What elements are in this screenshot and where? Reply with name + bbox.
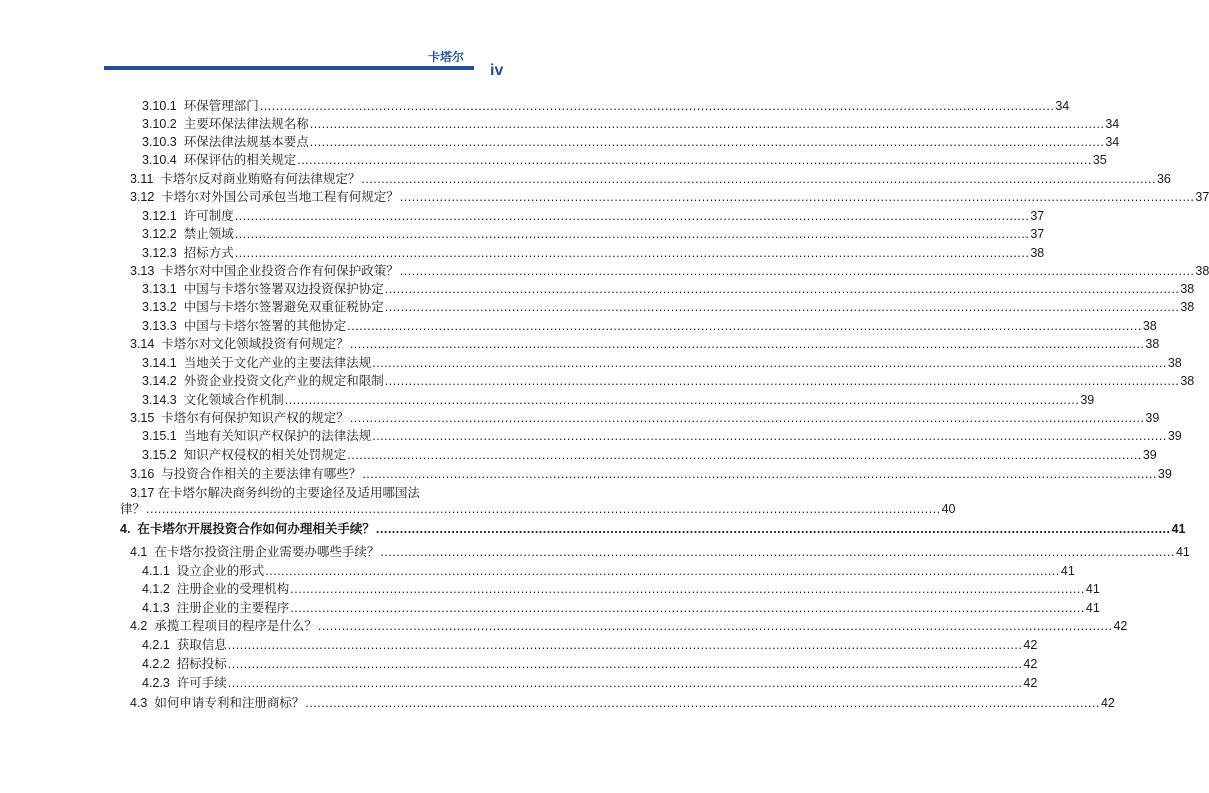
toc-entry[interactable] [142, 372, 1195, 390]
toc-entry-page: 34 [1105, 135, 1120, 149]
toc-entry[interactable] [142, 151, 1107, 169]
toc-entry-title: 许可手续 [176, 676, 227, 690]
toc-entry-number: 3.12.1 [142, 209, 177, 223]
toc-entry-title: 当地关于文化产业的主要法律法规 [183, 356, 372, 370]
toc-entry-number: 3.15 [130, 411, 155, 425]
toc-entry-page: 42 [1100, 696, 1115, 710]
toc-entry[interactable] [142, 655, 1038, 673]
toc-entry-number: 3.12 [130, 190, 155, 204]
toc-entry-title: 获取信息 [176, 638, 227, 652]
dot-leader: ........................................................................................................................................................................................................ [347, 319, 1142, 333]
toc-entry-title: 环保管理部门 [183, 99, 259, 113]
toc-entry-number: 3.10.2 [142, 117, 177, 131]
toc-entry-page: 42 [1023, 657, 1038, 671]
toc-entry-title: 许可制度 [183, 209, 234, 223]
dot-leader: ........................................................................................................................................................................................................ [375, 522, 1171, 536]
toc-entry[interactable] [130, 262, 1209, 280]
dot-leader: ........................................................................................................................................................................................................ [361, 172, 1156, 186]
toc-entry-title: 主要环保法律法规名称 [183, 117, 309, 131]
toc-entry-title: 与投资合作相关的主要法律有哪些？ [161, 467, 362, 481]
toc-chapter[interactable] [120, 520, 1186, 538]
dot-leader: ........................................................................................................................................................................................................ [317, 619, 1113, 633]
toc-entry-title: 中国与卡塔尔签署的其他协定 [183, 319, 347, 333]
toc-entry-page: 38 [1180, 300, 1195, 314]
toc-entry-title: 外资企业投资文化产业的规定和限制 [183, 374, 384, 388]
toc-entry-page: 34 [1055, 99, 1070, 113]
toc-entry-number: 3.15.2 [142, 448, 177, 462]
toc-entry-page: 39 [1145, 411, 1160, 425]
toc-entry-number: 3.14.1 [142, 356, 177, 370]
toc-entry-title: 禁止领域 [183, 227, 234, 241]
dot-leader: ........................................................................................................................................................................................................ [305, 696, 1100, 710]
toc-entry[interactable] [130, 617, 1128, 635]
dot-leader: ........................................................................................................................................................................................................ [384, 300, 1180, 314]
toc-entry-number: 3.10.4 [142, 153, 177, 167]
dot-leader: ........................................................................................................................................................................................................ [227, 638, 1023, 652]
toc-entry[interactable] [142, 580, 1100, 598]
header-title: 卡塔尔 [428, 50, 465, 64]
toc-entry-title: 在卡塔尔投资注册企业需要办哪些手续？ [154, 545, 380, 559]
toc-entry[interactable] [142, 115, 1120, 133]
toc-entry[interactable] [130, 543, 1190, 561]
toc-entry-page: 42 [1023, 638, 1038, 652]
toc-entry-number: 3.13 [130, 264, 155, 278]
dot-leader: ........................................................................................................................................................................................................ [259, 99, 1055, 113]
dot-leader: ........................................................................................................................................................................................................ [227, 657, 1023, 671]
toc-entry[interactable] [142, 244, 1045, 262]
dot-leader: ........................................................................................................................................................................................................ [284, 393, 1080, 407]
toc-entry-page: 37 [1030, 227, 1045, 241]
toc-entry-title: 卡塔尔对外国公司承包当地工程有何规定？ [161, 190, 399, 204]
toc-entry-number: 3.13.2 [142, 300, 177, 314]
toc-entry-title: 注册企业的主要程序 [176, 601, 290, 615]
toc-entry-number: 3.14.3 [142, 393, 177, 407]
toc-entry-page: 41 [1171, 522, 1186, 536]
toc-entry[interactable] [142, 225, 1045, 243]
toc-entry-page: 41 [1085, 582, 1100, 596]
toc-entry-number: 3.13.1 [142, 282, 177, 296]
toc-entry-title: 环保评估的相关规定 [183, 153, 297, 167]
toc-entry-page: 38 [1142, 319, 1157, 333]
toc-entry[interactable] [142, 427, 1182, 445]
dot-leader: ........................................................................................................................................................................................................ [349, 411, 1145, 425]
toc-entry-page: 37 [1030, 209, 1045, 223]
dot-leader: ........................................................................................................................................................................................................ [146, 502, 941, 516]
toc-entry-title: 卡塔尔有何保护知识产权的规定？ [161, 411, 349, 425]
toc-entry-number: 4.2.1 [142, 638, 170, 652]
toc-entry-number: 3.10.3 [142, 135, 177, 149]
toc-entry-number: 3.11 [130, 172, 154, 186]
dot-leader: ........................................................................................................................................................................................................ [372, 356, 1167, 370]
toc-entry-title: 注册企业的受理机构 [176, 582, 290, 596]
toc-entry[interactable] [142, 298, 1195, 316]
toc-entry-title: 卡塔尔反对商业贿赂有何法律规定？ [160, 172, 361, 186]
toc-entry-title: 知识产权侵权的相关处罚规定 [183, 448, 347, 462]
toc-entry-title-cont: 律？ [120, 502, 146, 516]
dot-leader: ........................................................................................................................................................................................................ [234, 209, 1030, 223]
toc-entry-page: 38 [1030, 246, 1045, 260]
toc-entry-number: 3.14.2 [142, 374, 177, 388]
toc-entry[interactable] [130, 170, 1171, 188]
toc-entry-page: 39 [1080, 393, 1095, 407]
toc-entry-title: 中国与卡塔尔签署双边投资保护协定 [183, 282, 384, 296]
toc-entry[interactable] [142, 674, 1038, 692]
toc-entry-title: 中国与卡塔尔签署避免双重征税协定 [183, 300, 384, 314]
header-rule [104, 66, 474, 70]
toc-entry-page: 41 [1085, 601, 1100, 615]
toc-entry-number: 4.1.1 [142, 564, 170, 578]
toc-entry-title: 承揽工程项目的程序是什么？ [154, 619, 317, 633]
toc-entry-number: 4.2.2 [142, 657, 170, 671]
toc-entry[interactable] [130, 188, 1209, 206]
toc-entry-page: 39 [1142, 448, 1157, 462]
dot-leader: ........................................................................................................................................................................................................ [297, 153, 1092, 167]
toc-entry-page: 39 [1157, 467, 1172, 481]
toc-entry-page: 42 [1023, 676, 1038, 690]
toc-entry-page: 38 [1167, 356, 1182, 370]
dot-leader: ........................................................................................................................................................................................................ [349, 337, 1145, 351]
toc-entry-number: 3.14 [130, 337, 155, 351]
toc-entry-number: 4.2 [130, 619, 148, 633]
toc-entry-number: 4. [120, 522, 131, 536]
toc-entry[interactable] [142, 97, 1070, 115]
dot-leader: ........................................................................................................................................................................................................ [265, 564, 1060, 578]
page-number: iv [490, 62, 504, 79]
toc-entry-page: 37 [1195, 190, 1209, 204]
toc-entry[interactable] [142, 133, 1120, 151]
dot-leader: ........................................................................................................................................................................................................ [309, 117, 1105, 131]
dot-leader: ........................................................................................................................................................................................................ [234, 246, 1030, 260]
toc-entry-number: 4.1 [130, 545, 148, 559]
toc-entry-page: 41 [1175, 545, 1190, 559]
toc-entry-number: 3.16 [130, 467, 155, 481]
toc-entry-title: 卡塔尔对中国企业投资合作有何保护政策？ [161, 264, 399, 278]
toc-entry-title: 招标方式 [183, 246, 234, 260]
toc-entry-number: 3.12.2 [142, 227, 177, 241]
dot-leader: ........................................................................................................................................................................................................ [399, 264, 1195, 278]
toc-entry-page: 36 [1156, 172, 1171, 186]
toc-entry-number: 3.15.1 [142, 429, 177, 443]
dot-leader: ........................................................................................................................................................................................................ [234, 227, 1030, 241]
toc-entry-page: 38 [1180, 282, 1195, 296]
dot-leader: ........................................................................................................................................................................................................ [362, 467, 1157, 481]
toc-entry-continuation[interactable] [120, 500, 956, 518]
toc-entry-page: 34 [1105, 117, 1120, 131]
toc-entry-number: 4.1.3 [142, 601, 170, 615]
toc-entry[interactable] [142, 280, 1195, 298]
toc-entry-title: 设立企业的形式 [176, 564, 265, 578]
toc-entry-number: 4.2.3 [142, 676, 170, 690]
toc-entry-page: 40 [941, 502, 956, 516]
dot-leader: ........................................................................................................................................................................................................ [372, 429, 1167, 443]
toc-entry-title: 在卡塔尔解决商务纠纷的主要途径及适用哪国法 [157, 486, 420, 500]
toc-entry-number: 3.12.3 [142, 246, 177, 260]
toc-entry-title: 卡塔尔对文化领域投资有何规定？ [161, 337, 349, 351]
dot-leader: ........................................................................................................................................................................................................ [384, 374, 1180, 388]
toc-entry[interactable] [130, 694, 1115, 712]
toc-entry-title: 如何申请专利和注册商标？ [154, 696, 305, 710]
toc-entry-page: 35 [1092, 153, 1107, 167]
toc-entry-page: 38 [1145, 337, 1160, 351]
dot-leader: ........................................................................................................................................................................................................ [384, 282, 1180, 296]
toc-entry[interactable] [142, 636, 1038, 654]
toc-entry[interactable] [142, 354, 1182, 372]
toc-entry-page: 42 [1113, 619, 1128, 633]
toc-entry[interactable] [142, 562, 1075, 580]
toc-entry-title: 当地有关知识产权保护的法律法规 [183, 429, 372, 443]
toc-entry[interactable] [142, 391, 1095, 409]
toc-entry-number: 4.1.2 [142, 582, 170, 596]
toc-entry-number: 3.10.1 [142, 99, 177, 113]
toc-entry[interactable] [130, 335, 1160, 353]
toc-entry[interactable] [142, 317, 1157, 335]
toc-entry[interactable] [142, 446, 1157, 464]
dot-leader: ........................................................................................................................................................................................................ [347, 448, 1142, 462]
toc-entry-page: 41 [1060, 564, 1075, 578]
toc-entry-page: 38 [1180, 374, 1195, 388]
toc-entry[interactable] [142, 599, 1100, 617]
dot-leader: ........................................................................................................................................................................................................ [380, 545, 1175, 559]
toc-entry-title: 环保法律法规基本要点 [183, 135, 309, 149]
toc-entry[interactable] [130, 465, 1172, 483]
dot-leader: ........................................................................................................................................................................................................ [290, 582, 1085, 596]
dot-leader: ........................................................................................................................................................................................................ [309, 135, 1105, 149]
toc-entry-page: 39 [1167, 429, 1182, 443]
dot-leader: ........................................................................................................................................................................................................ [227, 676, 1023, 690]
toc-entry-number: 3.17 [130, 486, 155, 500]
toc-entry-number: 4.3 [130, 696, 148, 710]
dot-leader: ........................................................................................................................................................................................................ [290, 601, 1085, 615]
toc-entry-page: 38 [1195, 264, 1209, 278]
toc-entry-title: 在卡塔尔开展投资合作如何办理相关手续？ [137, 522, 375, 536]
toc-entry-number: 3.13.3 [142, 319, 177, 333]
toc-entry-title: 文化领域合作机制 [183, 393, 284, 407]
toc-entry-title: 招标投标 [176, 657, 227, 671]
dot-leader: ........................................................................................................................................................................................................ [399, 190, 1195, 204]
toc-entry[interactable] [130, 409, 1160, 427]
toc-entry[interactable] [142, 207, 1045, 225]
